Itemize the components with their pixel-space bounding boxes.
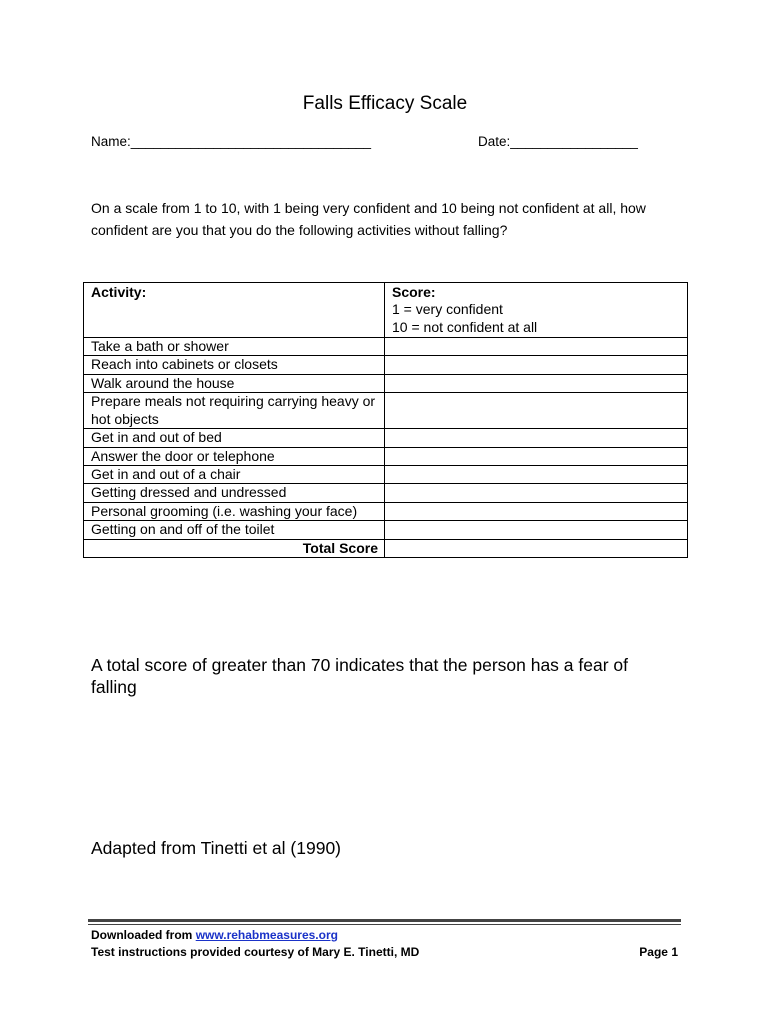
- footer-rule-thin: [88, 924, 681, 925]
- table-row: [84, 338, 688, 356]
- rehabmeasures-link[interactable]: www.rehabmeasures.org: [195, 928, 338, 942]
- table-row: [84, 484, 688, 502]
- table-row: [84, 466, 688, 484]
- instructions-text: On a scale from 1 to 10, with 1 being very confident and 10 being not confident at all, how confident are you that you do the following activities without falling?: [91, 200, 646, 238]
- name-field: Name:________________________________: [91, 134, 372, 149]
- footer-download-line: [91, 928, 338, 942]
- activity-cell: Getting on and off of the toilet: [84, 521, 385, 539]
- score-cell[interactable]: [385, 338, 688, 356]
- score-header-cell: [385, 283, 688, 338]
- score-cell[interactable]: [385, 393, 688, 429]
- table-row: [84, 521, 688, 539]
- activity-cell: Answer the door or telephone: [84, 447, 385, 465]
- table-row: [84, 502, 688, 520]
- document-title: Falls Efficacy Scale: [302, 93, 468, 114]
- score-legend-very-confident: 1 = very confident: [392, 301, 503, 318]
- page-number: Page 1: [639, 945, 678, 959]
- activity-cell: Walk around the house: [84, 374, 385, 392]
- total-score-row: [84, 539, 688, 557]
- table-row: [84, 447, 688, 465]
- activity-cell: Getting dressed and undressed: [84, 484, 385, 502]
- table-row: [84, 393, 688, 429]
- activity-cell: Get in and out of a chair: [84, 466, 385, 484]
- table-row: [84, 429, 688, 447]
- activity-cell: Personal grooming (i.e. washing your face): [84, 502, 385, 520]
- activity-cell: Get in and out of bed: [84, 429, 385, 447]
- score-cell[interactable]: [385, 484, 688, 502]
- footer-courtesy: Test instructions provided courtesy of Mary E. Tinetti, MD: [91, 945, 420, 959]
- activity-header: Activity:: [91, 284, 147, 300]
- activity-cell: Reach into cabinets or closets: [84, 356, 385, 374]
- score-cell[interactable]: [385, 521, 688, 539]
- score-cell[interactable]: [385, 447, 688, 465]
- total-score-label: Total Score: [84, 539, 385, 557]
- citation-text: Adapted from Tinetti et al (1990): [91, 838, 341, 858]
- total-score-cell[interactable]: [385, 539, 688, 557]
- table-row: [84, 374, 688, 392]
- activity-cell: Prepare meals not requiring carrying heavy or hot objects: [84, 393, 385, 429]
- score-cell[interactable]: [385, 466, 688, 484]
- footer-rule-thick: [88, 919, 681, 922]
- activity-header-cell: [84, 283, 385, 338]
- activity-score-table: [83, 282, 688, 558]
- table-header-row: [84, 283, 688, 338]
- table-row: [84, 356, 688, 374]
- score-header: Score:: [392, 284, 436, 300]
- interpretation-text: A total score of greater than 70 indicates that the person has a fear of falling: [91, 655, 629, 697]
- score-legend-not-confident: 10 = not confident at all: [392, 318, 538, 335]
- score-cell[interactable]: [385, 502, 688, 520]
- activity-cell: Take a bath or shower: [84, 338, 385, 356]
- footer-downloaded-label: Downloaded from: [91, 928, 193, 942]
- score-cell[interactable]: [385, 429, 688, 447]
- score-cell[interactable]: [385, 356, 688, 374]
- date-field: Date:_________________: [478, 134, 638, 149]
- score-cell[interactable]: [385, 374, 688, 392]
